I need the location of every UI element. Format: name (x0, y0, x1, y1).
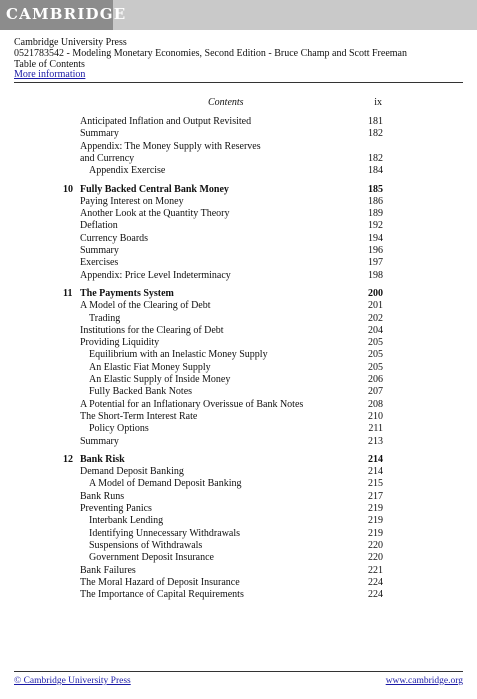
toc-entry-title: Policy Options (89, 423, 149, 435)
toc-entry-title: Fully Backed Central Bank Money (80, 183, 229, 195)
toc-entry-row (0, 528, 477, 540)
toc-entry-title: Suspensions of Withdrawals (89, 539, 203, 551)
toc-entry-row (0, 165, 477, 177)
chapter-number: 12 (63, 453, 73, 465)
toc-chapter-row (0, 184, 477, 196)
toc-page-number: 182 (368, 128, 383, 140)
toc-entry-row (0, 423, 477, 435)
toc-page-number: 219 (368, 527, 383, 539)
toc-page-number: 201 (368, 300, 383, 312)
toc-entry-row (0, 245, 477, 257)
footer-divider (14, 671, 463, 672)
toc-page-number: 192 (368, 220, 383, 232)
toc-entry-row (0, 399, 477, 411)
more-information-link[interactable]: More information (14, 69, 86, 80)
toc-entry-row (0, 411, 477, 423)
toc-entry-title: Appendix Exercise (89, 165, 166, 177)
toc-page-number: 213 (368, 435, 383, 447)
toc-entry-title: Summary (80, 245, 119, 256)
toc-page-number: 214 (368, 453, 383, 465)
toc-page-number: 181 (368, 116, 383, 127)
toc-entry-row (0, 313, 477, 325)
toc-entry-title: Government Deposit Insurance (89, 552, 214, 564)
toc-entry-title: Interbank Lending (89, 515, 164, 527)
toc-entry-row (0, 208, 477, 220)
toc-entry-row (0, 233, 477, 245)
toc-page-number: 205 (368, 349, 383, 361)
toc-page-number: 224 (368, 576, 383, 588)
toc-entry-row (0, 386, 477, 398)
toc-page-number: 205 (368, 337, 383, 349)
chapter-number: 11 (63, 287, 73, 299)
toc-entry-title: Preventing Panics (80, 503, 152, 514)
toc-page-number: 219 (368, 503, 383, 514)
section-label: Table of Contents (14, 59, 85, 70)
toc-page-number: 182 (368, 152, 383, 164)
toc-entry-row (0, 257, 477, 269)
toc-entry-title: The Short-Term Interest Rate (80, 410, 198, 422)
publisher-name: Cambridge University Press (14, 37, 127, 48)
toc-chapter-row (0, 288, 477, 300)
toc-page-number: 185 (368, 183, 383, 195)
toc-page-number: 200 (368, 287, 383, 299)
toc-entry-row (0, 491, 477, 503)
toc-entry-title: The Moral Hazard of Deposit Insurance (80, 576, 240, 588)
toc-page-number: 215 (368, 478, 383, 490)
toc-page-number: 206 (368, 374, 383, 385)
toc-entry-title: Providing Liquidity (80, 337, 160, 349)
toc-entry-row (0, 503, 477, 515)
toc-page-number: 186 (368, 195, 383, 207)
toc-entry-row (0, 153, 477, 165)
toc-page-number: 207 (368, 386, 383, 398)
toc-entry-title: The Importance of Capital Requirements (80, 589, 244, 601)
toc-page-number: 219 (368, 515, 383, 527)
toc-page-number: 196 (368, 245, 383, 256)
toc-entry-title: Anticipated Inflation and Output Revisited (80, 116, 252, 127)
toc-entry-row (0, 128, 477, 140)
toc-entry-row (0, 515, 477, 527)
toc-entry-row (0, 362, 477, 374)
toc-entry-title: and Currency (80, 152, 135, 164)
toc-entry-row (0, 466, 477, 478)
toc-page-number: 197 (368, 257, 383, 269)
toc-entry-title: Institutions for the Clearing of Debt (80, 324, 224, 336)
toc-entry-title: Summary (80, 128, 119, 140)
toc-entry-title: Bank Runs (80, 490, 125, 502)
toc-entry-row (0, 436, 477, 448)
toc-page-number: 220 (368, 552, 383, 564)
toc-entry-row (0, 196, 477, 208)
toc-entry-title: Bank Failures (80, 564, 136, 576)
toc-page-number: 204 (368, 324, 383, 336)
toc-entry-row (0, 220, 477, 232)
toc-entry-title: Currency Boards (80, 232, 149, 244)
toc-chapter-row (0, 454, 477, 466)
toc-entry-title: Summary (80, 435, 119, 447)
toc-page-number: 220 (368, 539, 383, 551)
toc-page-number: 184 (368, 165, 383, 177)
toc-entry-title: Demand Deposit Banking (80, 466, 184, 478)
toc-entry-title: Identifying Unnecessary Withdrawals (89, 527, 241, 539)
toc-page-number: 211 (368, 423, 383, 435)
toc-page-number: 202 (368, 312, 383, 324)
cambridge-banner (0, 0, 477, 30)
toc-entry-row (0, 478, 477, 490)
toc-entry-row (0, 565, 477, 577)
page-number: ix (374, 97, 382, 108)
toc-entry-row (0, 349, 477, 361)
toc-page-number: 210 (368, 410, 383, 422)
toc-entry-row (0, 374, 477, 386)
toc-page-number: 221 (368, 564, 383, 576)
toc-entry-title: Appendix: Price Level Indeterminacy (80, 269, 231, 281)
cambridge-url-link[interactable]: www.cambridge.org (385, 676, 463, 686)
toc-entry-title: Another Look at the Quantity Theory (80, 208, 230, 220)
header-divider (14, 82, 463, 83)
toc-entry-title: Deflation (80, 220, 118, 232)
toc-entry-title: Trading (89, 312, 121, 324)
toc-entry-row (0, 552, 477, 564)
toc-page-number: 189 (368, 208, 383, 220)
toc-entry-row (0, 589, 477, 601)
toc-page-number: 217 (368, 490, 383, 502)
toc-entry-row (0, 300, 477, 312)
toc-entry-title: An Elastic Supply of Inside Money (89, 374, 231, 385)
toc-entry-title: A Potential for an Inflationary Overissue of Bank Notes (80, 398, 304, 410)
toc-entry-row (0, 325, 477, 337)
toc-page-number: 194 (368, 232, 383, 244)
toc-entry-title: A Model of Demand Deposit Banking (89, 478, 242, 490)
toc-entry-row (0, 577, 477, 589)
toc-entry-title: Exercises (80, 257, 119, 269)
toc-page-number: 224 (368, 589, 383, 601)
toc-entry-row (0, 116, 477, 128)
toc-page-number: 198 (368, 269, 383, 281)
toc-entry-title: An Elastic Fiat Money Supply (89, 361, 211, 373)
toc-page-number: 208 (368, 398, 383, 410)
toc-entry-row (0, 540, 477, 552)
toc-entry-title: The Payments System (80, 287, 174, 299)
toc-entry-title: Bank Risk (80, 453, 125, 465)
toc-entry-title: Equilibrium with an Inelastic Money Supply (89, 349, 268, 361)
running-title: Contents (208, 97, 244, 108)
toc-entry-row (0, 141, 477, 153)
toc-page-number: 214 (368, 466, 383, 478)
book-info: 0521783542 - Modeling Monetary Economies, Second Edition - Bruce Champ and Scott Freeman (14, 48, 407, 59)
toc-entry-row (0, 337, 477, 349)
toc-entry-title: Appendix: The Money Supply with Reserves (80, 140, 261, 152)
banner-logo-block (0, 0, 127, 30)
toc-page-number: 205 (368, 361, 383, 373)
toc-entry-row (0, 270, 477, 282)
copyright-link[interactable]: © Cambridge University Press (14, 676, 131, 686)
cambridge-logo: CAMBRIDGE (6, 5, 127, 23)
toc-entry-title: Paying Interest on Money (80, 195, 184, 207)
chapter-number: 10 (63, 183, 73, 195)
toc-entry-title: Fully Backed Bank Notes (89, 386, 193, 398)
toc-entry-title: A Model of the Clearing of Debt (80, 300, 211, 312)
